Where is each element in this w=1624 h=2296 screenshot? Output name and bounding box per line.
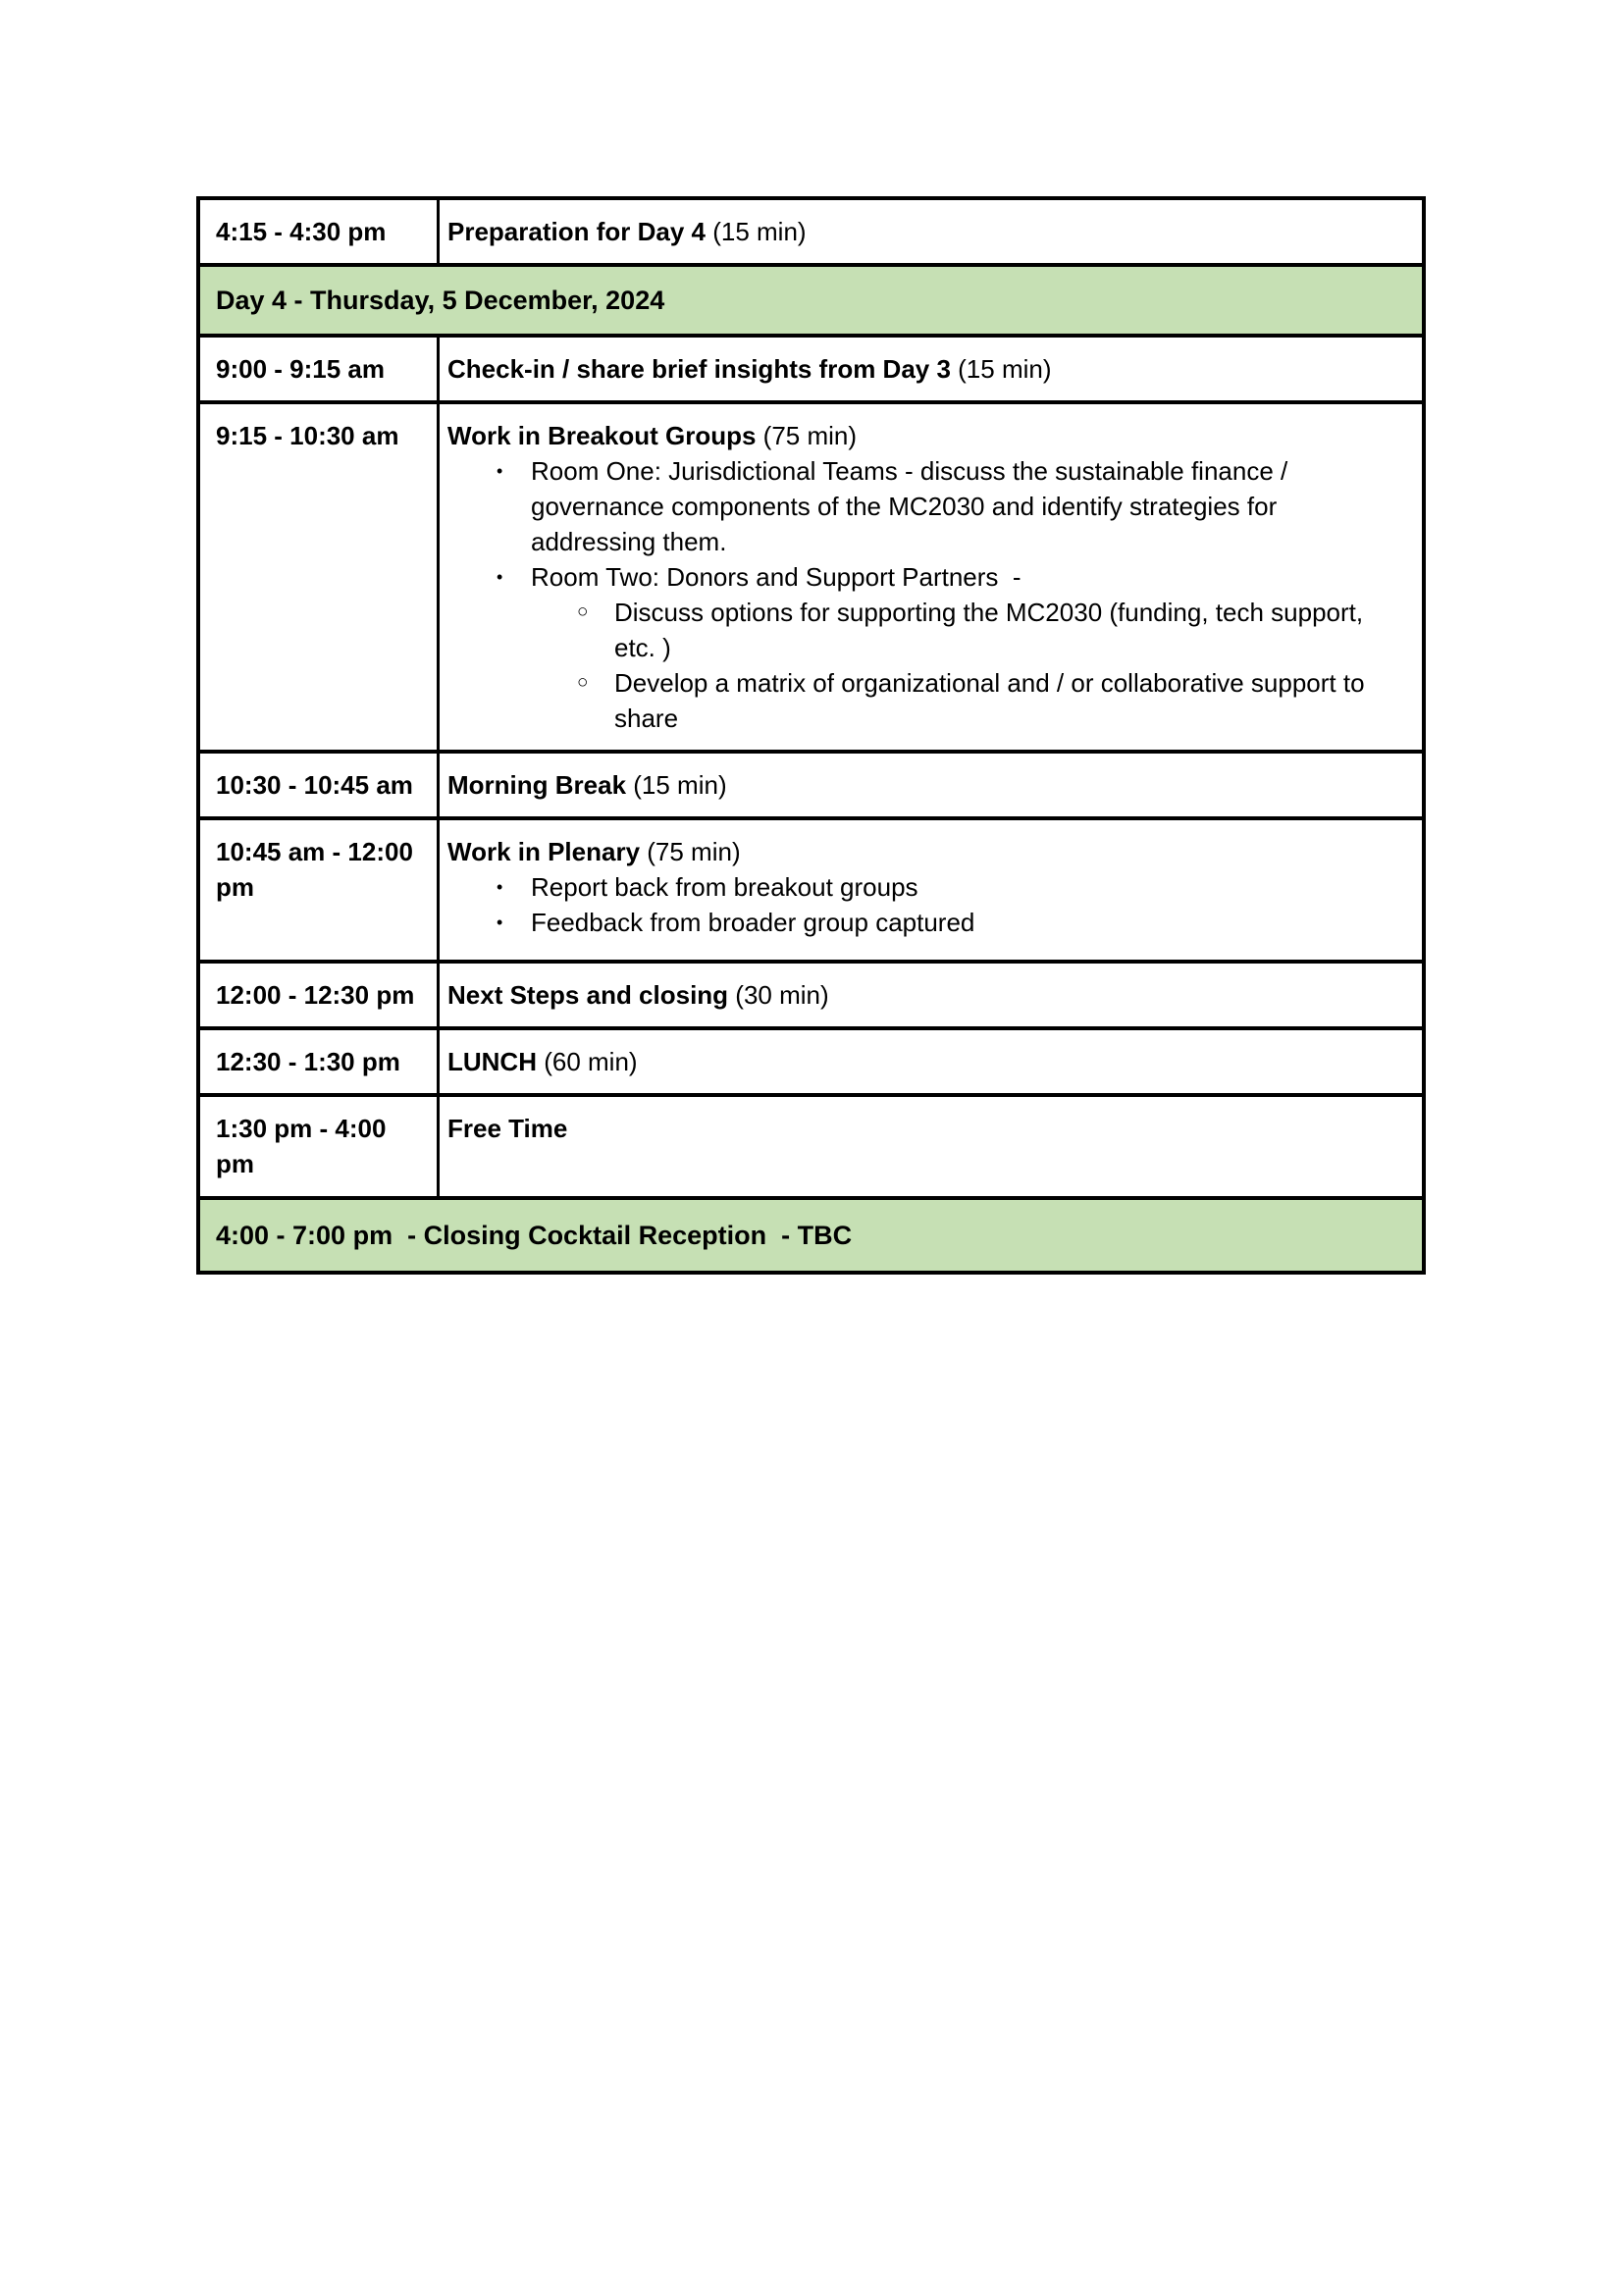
event-title: Next Steps and closing (447, 980, 729, 1010)
time-text: 1:30 pm - 4:00 pm (216, 1114, 393, 1178)
bullet-icon: • (497, 877, 503, 897)
event-cell (440, 338, 1422, 400)
sub-bullet-item (447, 595, 1404, 665)
event-duration: (15 min) (626, 770, 727, 800)
time-text: 12:30 - 1:30 pm (216, 1047, 400, 1076)
bullet-text: Develop a matrix of organizational and / or collaborative support to share (614, 668, 1372, 733)
bullet-text: Room One: Jurisdictional Teams - discuss the sustainable finance / governance components of the MC2030 and identify strategies for addressing them. (531, 456, 1295, 556)
bullet-icon: • (497, 567, 503, 587)
event-title: Work in Breakout Groups (447, 421, 757, 450)
day-header-row (200, 267, 1422, 338)
event-cell (440, 404, 1422, 750)
event-cell (440, 820, 1422, 960)
event-title: Check-in / share brief insights from Day 3 (447, 354, 951, 384)
day-header-label: 4:00 - 7:00 pm - Closing Cocktail Reception - TBC (216, 1221, 853, 1250)
event-duration: (60 min) (537, 1047, 638, 1076)
bullet-text: Feedback from broader group captured (531, 908, 975, 937)
day-header-label: Day 4 - Thursday, 5 December, 2024 (216, 286, 665, 315)
time-text: 9:00 - 9:15 am (216, 354, 385, 384)
time-cell (200, 754, 440, 816)
schedule-row (200, 404, 1422, 754)
schedule-row (200, 1030, 1422, 1097)
time-cell (200, 964, 440, 1026)
event-title: Morning Break (447, 770, 627, 800)
schedule-row (200, 1097, 1422, 1200)
time-text: 9:15 - 10:30 am (216, 421, 399, 450)
event-duration: (15 min) (950, 354, 1052, 384)
bullet-text: Room Two: Donors and Support Partners - (531, 562, 1022, 592)
schedule-row (200, 200, 1422, 267)
time-cell (200, 404, 440, 750)
agenda-table (196, 196, 1426, 1275)
event-cell (440, 964, 1422, 1026)
bullet-icon: • (497, 913, 503, 932)
event-duration: (75 min) (756, 421, 858, 450)
schedule-row (200, 964, 1422, 1030)
event-cell (440, 754, 1422, 816)
event-title: LUNCH (447, 1047, 537, 1076)
bullet-item (447, 905, 1404, 940)
day-header-row (200, 1200, 1422, 1271)
bullet-item (447, 869, 1404, 905)
time-cell (200, 338, 440, 400)
bullet-item (447, 453, 1404, 559)
schedule-row (200, 338, 1422, 404)
event-cell (440, 1097, 1422, 1196)
circle-bullet-icon: ○ (577, 601, 589, 622)
event-duration: (75 min) (640, 837, 741, 866)
time-cell (200, 820, 440, 960)
time-text: 10:45 am - 12:00 pm (216, 837, 421, 902)
time-cell (200, 1030, 440, 1093)
circle-bullet-icon: ○ (577, 672, 589, 693)
time-cell (200, 1097, 440, 1196)
event-title: Free Time (447, 1114, 568, 1143)
bullet-text: Discuss options for supporting the MC2030 (funding, tech support, etc. ) (614, 598, 1371, 662)
schedule-row (200, 754, 1422, 820)
schedule-row (200, 820, 1422, 964)
bullet-item (447, 559, 1404, 595)
sub-bullet-item (447, 665, 1404, 736)
event-title: Work in Plenary (447, 837, 641, 866)
event-cell (440, 1030, 1422, 1093)
time-text: 4:15 - 4:30 pm (216, 217, 387, 246)
time-cell (200, 200, 440, 263)
event-duration: (30 min) (728, 980, 829, 1010)
time-text: 10:30 - 10:45 am (216, 770, 413, 800)
bullet-icon: • (497, 461, 503, 481)
event-duration: (15 min) (705, 217, 807, 246)
bullet-text: Report back from breakout groups (531, 872, 918, 902)
event-title: Preparation for Day 4 (447, 217, 706, 246)
time-text: 12:00 - 12:30 pm (216, 980, 415, 1010)
day-header-cell (200, 1208, 1422, 1263)
day-header-cell (200, 273, 1422, 328)
event-cell (440, 200, 1422, 263)
